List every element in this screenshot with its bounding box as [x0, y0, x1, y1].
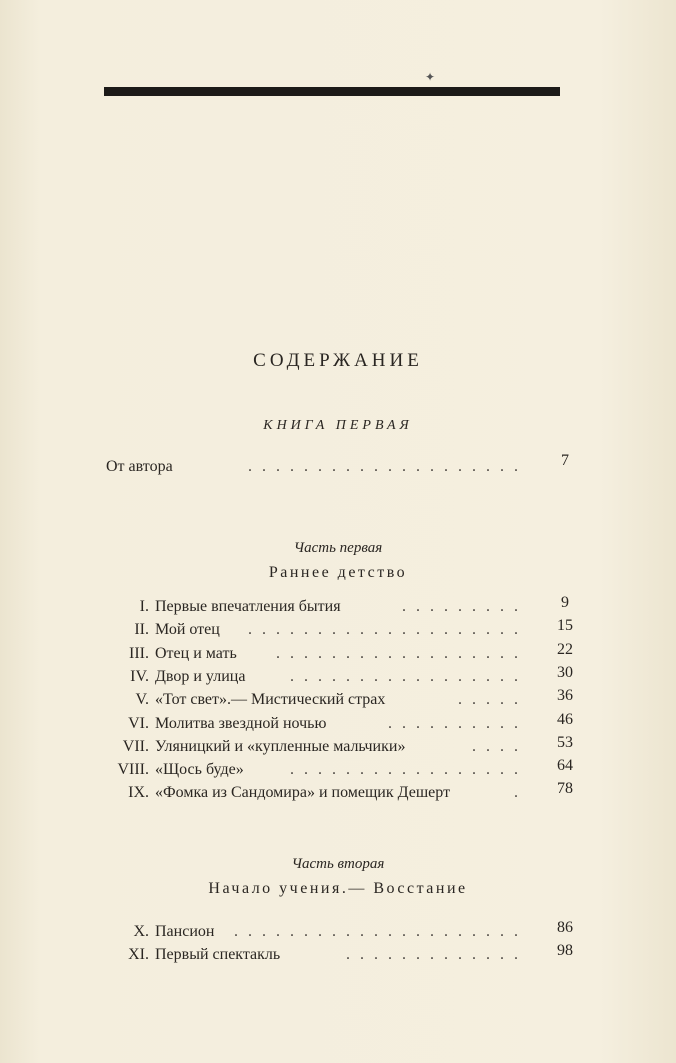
entry-number: III. — [129, 644, 149, 662]
entry-number: IX. — [128, 784, 149, 802]
entry-page: 78 — [557, 780, 573, 798]
leader-dots: . . . . — [472, 737, 521, 755]
entry-title: Отец и мать — [155, 644, 237, 662]
leader-dots: . . . . . . . . . . . . . . . . . . . . . — [234, 923, 521, 940]
leader-dots: . — [514, 784, 521, 802]
entry-page: 22 — [557, 640, 573, 658]
entry-page: 98 — [557, 942, 573, 959]
entry-number: II. — [134, 621, 149, 639]
entry-number: I. — [139, 598, 149, 615]
entry-number: VIII. — [117, 761, 149, 779]
entry-number: X. — [133, 923, 149, 940]
entry-page: 15 — [557, 617, 573, 635]
leader-dots: . . . . . . . . . . . . . — [346, 946, 521, 963]
entry-number: XI. — [128, 946, 149, 963]
entry-page: 36 — [557, 687, 573, 705]
entry-page: 46 — [557, 710, 573, 728]
entry-page: 64 — [557, 757, 573, 775]
book-heading: КНИГА ПЕРВАЯ — [263, 418, 413, 433]
entry-title: От автора — [106, 458, 173, 475]
entry-title: Мой отец — [155, 621, 220, 639]
entry-title: Пансион — [155, 923, 215, 940]
part2-subtitle: Начало учения.— Восстание — [208, 880, 468, 897]
leader-dots: . . . . . — [458, 691, 521, 709]
leader-dots: . . . . . . . . . . . . . . . . . — [290, 667, 521, 685]
entry-page: 30 — [557, 663, 573, 681]
part2-label: Часть вторая — [291, 856, 385, 872]
entry-page: 53 — [557, 733, 573, 751]
part1-subtitle: Раннее детство — [268, 564, 408, 581]
toc-entry — [0, 780, 676, 806]
entry-title: «Тот свет».— Мистический страх — [155, 691, 386, 709]
leader-dots: . . . . . . . . . . . . . . . . . . . . — [248, 458, 521, 475]
ink-speck: ✦ — [425, 70, 436, 84]
entry-page: 86 — [557, 919, 573, 936]
leader-dots: . . . . . . . . . . . . . . . . . . . . — [248, 621, 521, 639]
entry-title: Уляницкий и «купленные мальчики» — [155, 737, 406, 755]
header-rule — [104, 87, 560, 96]
contents-title: СОДЕРЖАНИЕ — [253, 350, 423, 371]
leader-dots: . . . . . . . . . — [402, 598, 521, 615]
entry-number: V. — [135, 691, 149, 709]
part1-label: Часть первая — [293, 540, 383, 556]
leader-dots: . . . . . . . . . . . . . . . . . — [290, 761, 521, 779]
entry-page: 9 — [561, 594, 569, 611]
leader-dots: . . . . . . . . . . — [388, 714, 521, 732]
toc-entry-preface — [0, 452, 676, 480]
entry-page: 7 — [561, 452, 569, 469]
entry-title: «Щось буде» — [155, 761, 244, 779]
toc-entry — [0, 942, 676, 968]
entry-number: IV. — [130, 667, 149, 685]
entry-title: Молитва звездной ночью — [155, 714, 327, 732]
entry-title: Двор и улица — [155, 667, 246, 685]
entry-title: «Фомка из Сандомира» и помещик Дешерт — [155, 784, 451, 802]
entry-number: VI. — [128, 714, 149, 732]
entry-number: VII. — [122, 737, 149, 755]
entry-title: Первые впечатления бытия — [155, 598, 341, 615]
entry-title: Первый спектакль — [155, 946, 281, 963]
leader-dots: . . . . . . . . . . . . . . . . . . — [276, 644, 521, 662]
